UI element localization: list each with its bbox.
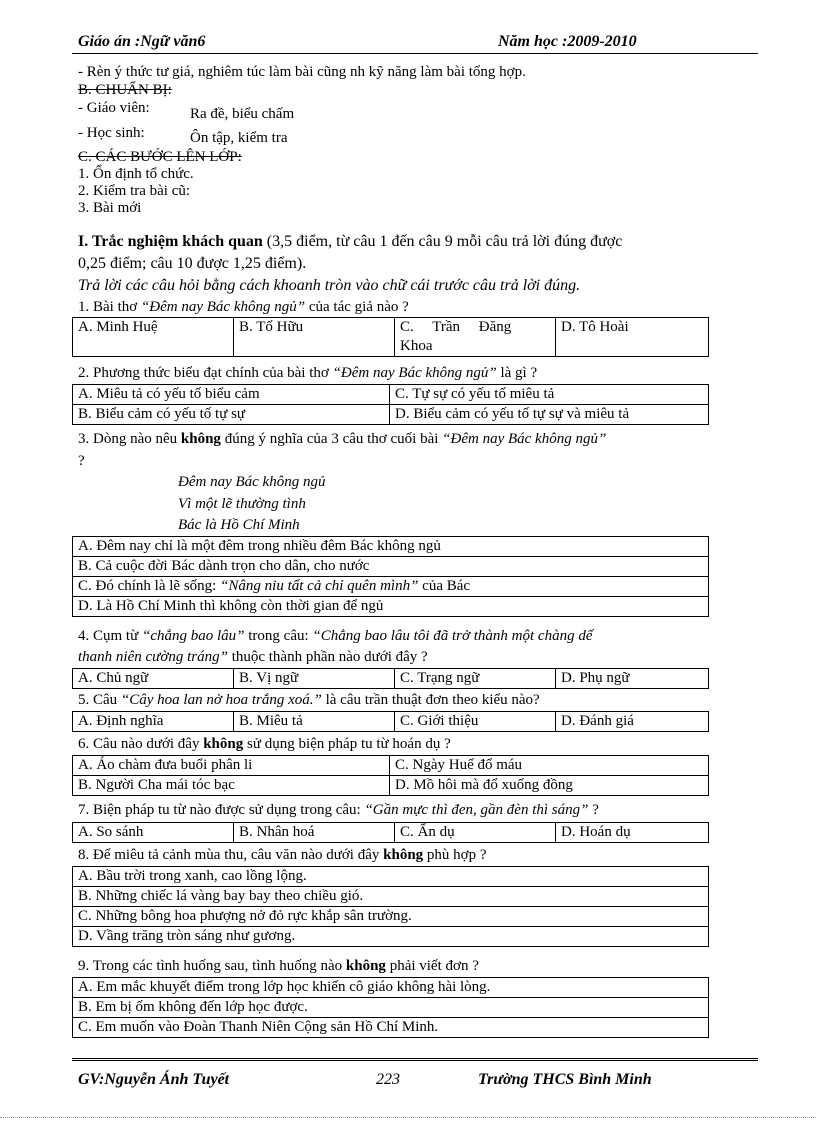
- q9-option-b[interactable]: B. Em bị ốm không đến lớp học được.: [73, 998, 709, 1018]
- teacher-value: Ra đề, biểu chấm: [190, 106, 295, 122]
- q6-options: [72, 755, 709, 796]
- q3-option-d[interactable]: D. Là Hồ Chí Minh thì không còn thời gian để ngủ: [73, 597, 709, 617]
- q6-option-d[interactable]: D. Mồ hôi mà đổ xuống đồng: [390, 776, 709, 796]
- q1-option-c[interactable]: C. Trần Đăng Khoa: [395, 318, 556, 357]
- q3-options: [72, 536, 709, 617]
- q2-option-a[interactable]: A. Miêu tả có yếu tố biểu cảm: [73, 385, 390, 405]
- q6-option-b[interactable]: B. Người Cha mái tóc bạc: [73, 776, 390, 796]
- q9-option-a[interactable]: A. Em mắc khuyết điểm trong lớp học khiến cô giáo không hài lòng.: [73, 978, 709, 998]
- page-footer: [78, 1070, 758, 1089]
- q7-option-b[interactable]: B. Nhân hoá: [234, 823, 395, 843]
- q4-text: 4. Cụm từ “chẳng bao lâu” trong câu: “Chẳng bao lâu tôi đã trở thành một chàng dế: [78, 628, 593, 644]
- section-b-heading: B. CHUẨN BỊ:: [78, 82, 172, 98]
- q4-text-2: thanh niên cường tráng” thuộc thành phần nào dưới đây ?: [78, 649, 428, 665]
- q4-option-d[interactable]: D. Phụ ngữ: [556, 669, 709, 689]
- q8-option-b[interactable]: B. Những chiếc lá vàng bay bay theo chiều gió.: [73, 887, 709, 907]
- section1-title: I. Trắc nghiệm khách quan: [78, 233, 263, 250]
- q4-option-c[interactable]: C. Trạng ngữ: [395, 669, 556, 689]
- q5-option-a[interactable]: A. Định nghĩa: [73, 712, 234, 732]
- q5-text: 5. Câu “Cây hoa lan nở hoa trắng xoá.” là câu trần thuật đơn theo kiểu nào?: [78, 692, 540, 708]
- q8-text: 8. Để miêu tả cảnh mùa thu, câu văn nào dưới đây không phù hợp ?: [78, 847, 487, 863]
- q5-option-b[interactable]: B. Miêu tả: [234, 712, 395, 732]
- page-header: [78, 32, 758, 51]
- q3-end: ?: [78, 453, 85, 469]
- step-3: 3. Bài mới: [78, 200, 142, 216]
- q2-text: 2. Phương thức biểu đạt chính của bài thơ “Đêm nay Bác không ngủ” là gì ?: [78, 365, 538, 381]
- student-value: Ôn tập, kiểm tra: [190, 130, 288, 146]
- intro-line: - Rèn ý thức tư giá, nghiêm túc làm bài cũng nh kỹ năng làm bài tổng hợp.: [78, 64, 526, 80]
- header-year: Năm học :2009-2010: [498, 33, 637, 50]
- section1-line2: 0,25 điểm; câu 10 được 1,25 điểm).: [78, 255, 307, 272]
- teacher-label: - Giáo viên:: [78, 100, 150, 116]
- q4-option-a[interactable]: A. Chủ ngữ: [73, 669, 234, 689]
- footer-rule: [72, 1058, 758, 1061]
- q4-options: [72, 668, 709, 689]
- q4-option-b[interactable]: B. Vị ngữ: [234, 669, 395, 689]
- q6-option-a[interactable]: A. Áo chàm đưa buổi phân li: [73, 756, 390, 776]
- section1-line1: I. Trắc nghiệm khách quan (3,5 điểm, từ câu 1 đến câu 9 mỗi câu trả lời đúng được: [78, 233, 623, 250]
- footer-teacher: GV:Nguyễn Ánh Tuyết: [78, 1071, 230, 1088]
- footer-school: Trường THCS Bình Minh: [478, 1071, 652, 1088]
- q3-text: 3. Dòng nào nêu không đúng ý nghĩa của 3 câu thơ cuối bài “Đêm nay Bác không ngủ”: [78, 431, 607, 447]
- q1-option-b[interactable]: B. Tố Hữu: [234, 318, 395, 357]
- header-rule: [72, 53, 758, 54]
- step-1: 1. Ổn định tổ chức.: [78, 166, 194, 182]
- q7-options: [72, 822, 709, 843]
- poem-line-3: Bác là Hồ Chí Minh: [178, 517, 300, 533]
- q2-option-c[interactable]: C. Tự sự có yếu tố miêu tả: [390, 385, 709, 405]
- q9-option-c[interactable]: C. Em muốn vào Đoàn Thanh Niên Cộng sản Hồ Chí Minh.: [73, 1018, 709, 1038]
- q5-option-c[interactable]: C. Giới thiệu: [395, 712, 556, 732]
- q6-option-c[interactable]: C. Ngày Huế đổ máu: [390, 756, 709, 776]
- q5-option-d[interactable]: D. Đánh giá: [556, 712, 709, 732]
- q2-option-b[interactable]: B. Biểu cảm có yếu tố tự sự: [73, 405, 390, 425]
- q5-options: [72, 711, 709, 732]
- q1-option-a[interactable]: A. Minh Huệ: [73, 318, 234, 357]
- section1-instruction: Trả lời các câu hỏi bằng cách khoanh tròn vào chữ cái trước câu trả lời đúng.: [78, 277, 581, 294]
- q9-text: 9. Trong các tình huống sau, tình huống nào không phải viết đơn ?: [78, 958, 479, 974]
- q7-option-d[interactable]: D. Hoán dụ: [556, 823, 709, 843]
- q3-option-a[interactable]: A. Đêm nay chỉ là một đêm trong nhiều đêm Bác không ngủ: [73, 537, 709, 557]
- q1-options: [72, 317, 709, 357]
- q2-option-d[interactable]: D. Biểu cảm có yếu tố tự sự và miêu tả: [390, 405, 709, 425]
- q9-options: [72, 977, 709, 1038]
- q8-option-d[interactable]: D. Vầng trăng tròn sáng như gương.: [73, 927, 709, 947]
- q1-text: 1. Bài thơ “Đêm nay Bác không ngủ” của tác giả nào ?: [78, 299, 409, 315]
- q3-option-c[interactable]: C. Đó chính là lẽ sống: “Nâng niu tất cả chỉ quên mình” của Bác: [73, 577, 709, 597]
- q1-option-d[interactable]: D. Tô Hoài: [556, 318, 709, 357]
- student-label: - Học sinh:: [78, 125, 145, 141]
- q2-options: [72, 384, 709, 425]
- poem-line-1: Đêm nay Bác không ngủ: [178, 474, 326, 490]
- q7-text: 7. Biện pháp tu từ nào được sử dụng trong câu: “Gần mực thì đen, gần đèn thì sáng” ?: [78, 802, 599, 818]
- q6-text: 6. Câu nào dưới đây không sử dụng biện pháp tu từ hoán dụ ?: [78, 736, 451, 752]
- page-number: 223: [376, 1071, 400, 1088]
- section-c-heading: C. CÁC BƯỚC LÊN LỚP:: [78, 149, 242, 165]
- step-2: 2. Kiểm tra bài cũ:: [78, 183, 191, 199]
- page-edge: [0, 1117, 816, 1118]
- header-subject: Giáo án :Ngữ văn6: [78, 33, 206, 50]
- q3-option-b[interactable]: B. Cả cuộc đời Bác dành trọn cho dân, cho nước: [73, 557, 709, 577]
- q7-option-a[interactable]: A. So sánh: [73, 823, 234, 843]
- poem-line-2: Vì một lẽ thường tình: [178, 496, 306, 512]
- q8-option-c[interactable]: C. Những bông hoa phượng nở đỏ rực khắp sân trường.: [73, 907, 709, 927]
- q8-option-a[interactable]: A. Bầu trời trong xanh, cao lồng lộng.: [73, 867, 709, 887]
- q8-options: [72, 866, 709, 947]
- q7-option-c[interactable]: C. Ẩn dụ: [395, 823, 556, 843]
